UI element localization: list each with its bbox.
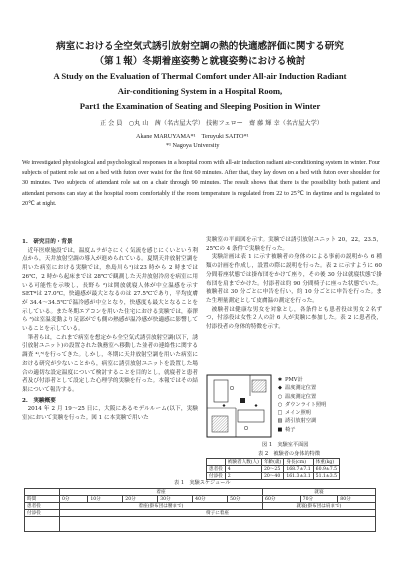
right-paragraph1: 実験室の平面図を示す。実験では誘引放射ユニット 20，22，23.5，25℃の 4 条件で実験を行った。 [206,237,382,252]
section1-paragraph2: 筆者らは，これまで病室を想定から全空気式誘引放射空調(以下，誘引放射ユニット)の設置された執務室へ移動した並者の連絡性に関する調査 ⁴⁾,⁵⁾を行ってきた。しかし，冬期に天井放射空調を用いた病室における研究が少ないことから，病室に誘引放射ユニットを設置した場合の適切な設定温度について検討することを目的とし，就寝者と患者者及び付添者として設定した心理学的実験を行った。本報ではその結果について報告する。 [22,334,198,393]
floor-plan [206,374,272,438]
figure1-caption: 図 1 実験室平面図 [262,442,309,448]
floor-plan-legend [275,376,326,434]
left-column [22,236,198,423]
author-ja-1: 正 会 員 ○丸 山 茜（名古屋大学） [100,120,205,127]
legend-item: ✱ PMV計 [277,377,303,383]
table-row: 付添役 2 20～40 161.3±3.1 51.1±3.5 [207,473,340,480]
table1-attendant-row: 付添役 椅子に着座 [25,510,376,517]
title-ja-line2: （第１報）冬期着座姿勢と就寝姿勢における検討 [94,56,306,67]
legend-item: ■ 椅子 [277,426,296,433]
title-en-line1: A Study on the Evaluation of Thermal Comfort under All-air Induction Radiant [53,71,347,81]
abstract: We investigated physiological and psychological responses in a hospital room with all-air induction radiant air-conditioning system in winter. Four subjects of patient role sat on a bed with futon over waist for the first 60 minutes. After that, they lay down on a bed with futon over shoulder for 30 minutes. Two subjects of attendant role sat on a chair through 90 minutes. The result shows that there is the possibility both patient and attendant persons can stay at the hospital room comfortably if the room temperature is regulated from 22 to 25℃ in daytime and is regulated to 20℃ at night. [22,160,381,207]
table1-time-row: 時間 0分 10分 20分 30分 40分 50分 60分 70分 80分 [25,496,376,503]
legend-item: ○ ダウンライト照明 [277,401,327,408]
table1-schedule [24,488,376,532]
author-ja-2: 技術フェロー 齋 藤 輝 幸（名古屋大学） [206,120,323,127]
section2-heading: 2. 実験概要 [22,397,56,404]
table2 [206,458,340,480]
title-en-line2: Air-conditioning System in a Hospital Room, [117,86,283,96]
affiliation: *¹ Nagoya University [166,142,220,149]
legend-item: □ メイン照明 [277,410,311,417]
title-en-line3: Part1 the Examination of Seating and Sleeping Position in Winter [79,101,321,111]
author-en: Akane MARUYAMA*¹ Teruyuki SAITO*¹ [136,133,249,140]
right-column [206,236,382,332]
legend-item: ▧ 誘引放射空調 [277,418,317,425]
legend-item: ○ 温度測定位置 [277,393,317,400]
table1-phase-row: 着座 就寝 [25,489,376,496]
section2-paragraph: 2014 年 2 月 19～25 日に，大阪にあるモデルルーム(以下，実験室)において実験を行った。図 1 に本実験で用いた [22,406,198,422]
right-paragraph3: 被験者は健康な男女を対象とし，各条件とも患者役は男女２名ずつ，付添役は女性２人の計 6 人が実験に参加した。表 2 に患者役，付添役者の身体的特徴を示す。 [206,306,382,331]
table1-spacer-row [25,517,376,532]
section1-paragraph1: 近年医療施設では，温度ムラがさにくく気流を感じにくいという利点から，天井放射空調の導入が進められている。夏期天井放射空調を用いた病室における実験では，糸島川ら¹)は23 時から 2 時までは 26℃，2 時から起床までは 28℃で観測した天井放射冷房を病室に用いる可能性を示唆し，長野ら ²)は開放就寝人体が中立温感を示す SET*は 27.0℃，快適感が最大となるのは 27.5℃であり，平均皮膚が 34.4～34.5℃で温冷感が中立となり，快感度も最大となることを示している。また冬期エアコンを用いた住宅における実験では，泰澤ら ³)は室温変動より足部がでも側の熱感が温冷感が快適感に影響していることを示している。 [22,247,198,333]
section1-heading: 1. 研究目的・背景 [22,239,73,245]
table-row: 患者役 4 20～25 168.7±7.1 60.9±7.5 [207,466,340,473]
table2-caption: 表 2 被験者の身体的特徴 [258,451,321,457]
table1-patient-row: 患者役 着座(掛布団は腰まで) 就寝(掛布団は肩まで) [25,503,376,510]
legend-item: ◆ 温度測定位置 [278,385,317,392]
right-paragraph2: 実験計画は表 1 に示す被験者の身体のによる事前の説明から 6 種類の計画を作成し，設置の際に説明を行った。表 2 に示すように 60 分間着座状態では掛布団をかけて座り，その後 30 分は就寝状態で掛布団を肩までかけた。付添者は約 90 分間椅子に座った状態でいた。被験者は 30 分ごとに申告を行い，約 10 分ごとに申告を行った。また生理量測定として皮膚温の測定を行った。 [206,254,382,304]
table1-caption: 表 1 実験スケジュール [174,480,231,486]
table2-header-row: 被験者人数(人) 年齢(歳) 身長(cm) 体重(kg) [207,459,340,466]
title-ja-line1: 病室における全空気式誘引放射空調の熱的快適感評価に関する研究 [56,41,344,52]
